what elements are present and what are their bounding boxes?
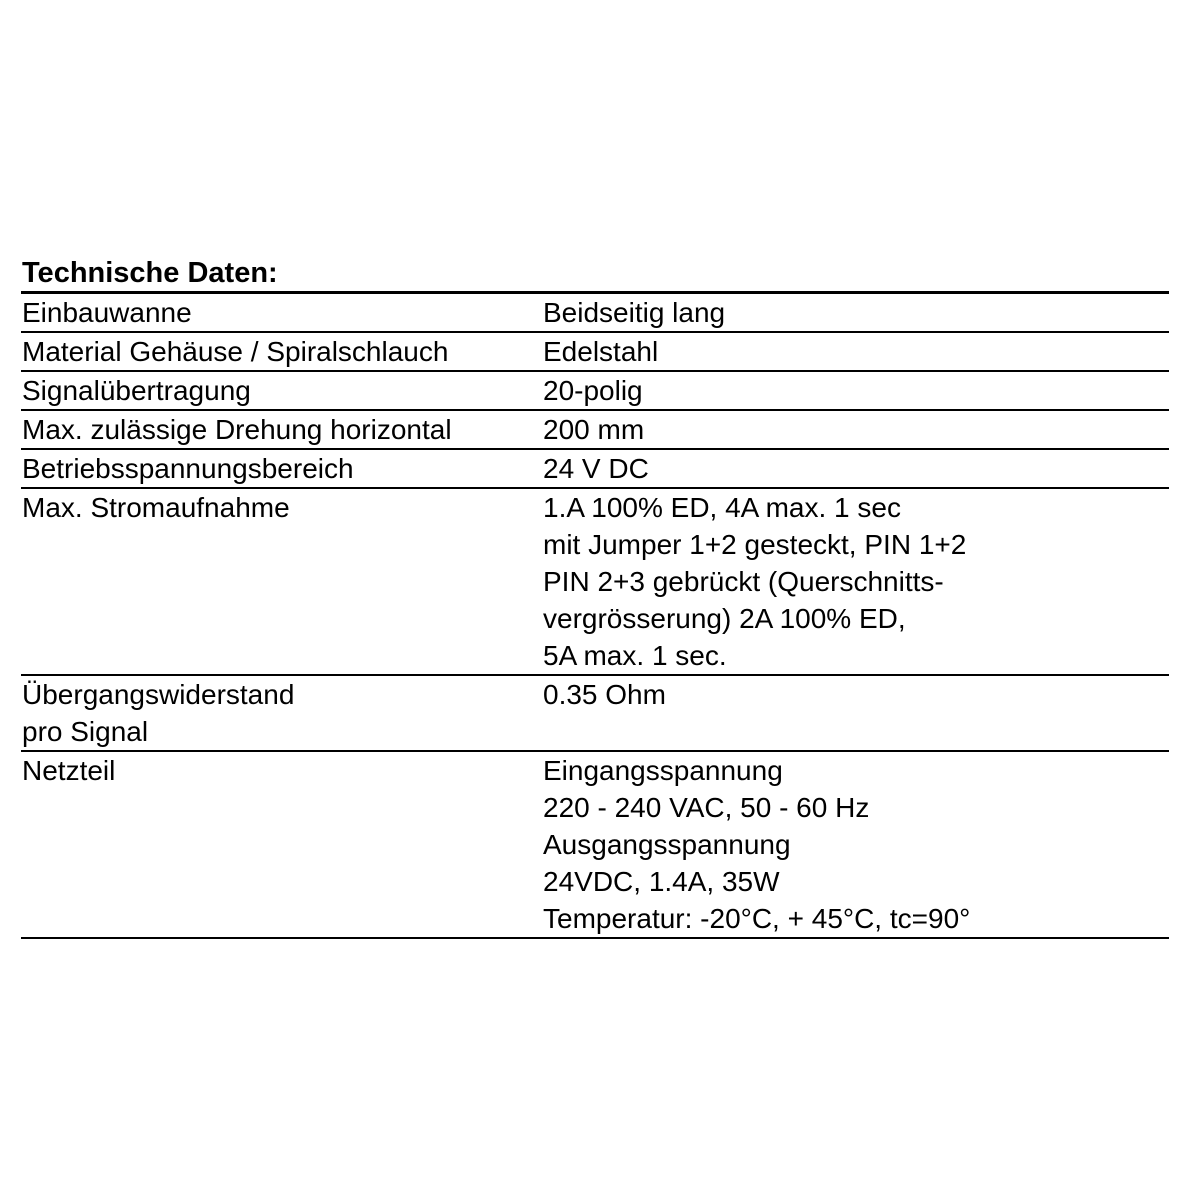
spec-value-line: mit Jumper 1+2 gesteckt, PIN 1+2	[543, 529, 967, 560]
spec-value-line: 20-polig	[543, 375, 643, 406]
table-row	[21, 411, 1169, 450]
spec-value-line: 24 V DC	[543, 453, 649, 484]
spec-key: Betriebsspannungsbereich	[22, 453, 354, 484]
spec-value	[543, 411, 1169, 448]
spec-value	[543, 372, 1169, 409]
spec-value-line: Beidseitig lang	[543, 297, 726, 328]
spec-value-line: 220 - 240 VAC, 50 - 60 Hz	[543, 792, 870, 823]
spec-key: Netzteil	[22, 755, 116, 786]
spec-value-line: Edelstahl	[543, 336, 659, 367]
spec-key: Material Gehäuse / Spiralschlauch	[22, 336, 449, 367]
page-title: Technische Daten:	[22, 257, 278, 289]
table-row	[21, 372, 1169, 411]
spec-value	[543, 489, 1169, 674]
spec-value	[543, 752, 1169, 937]
spec-value-line: Ausgangsspannung	[543, 829, 791, 860]
table-row	[21, 333, 1169, 372]
spec-value	[543, 450, 1169, 487]
spec-value-line: Eingangsspannung	[543, 755, 783, 786]
spec-value-line: 5A max. 1 sec.	[543, 640, 727, 671]
table-row	[21, 294, 1169, 333]
table-row	[21, 676, 1169, 752]
table-row	[21, 752, 1169, 939]
spec-table	[21, 294, 1169, 939]
spec-value	[543, 676, 1169, 750]
spec-value-line: 1.A 100% ED, 4A max. 1 sec	[543, 492, 901, 523]
spec-value-line: Temperatur: -20°C, + 45°C, tc=90°	[543, 903, 971, 934]
spec-value-line: 24VDC, 1.4A, 35W	[543, 866, 780, 897]
spec-key: Signalübertragung	[22, 375, 251, 406]
spec-key: Übergangswiderstand pro Signal	[22, 679, 295, 747]
table-row	[21, 489, 1169, 676]
spec-value-line: PIN 2+3 gebrückt (Querschnitts-	[543, 566, 944, 597]
spec-key: Max. zulässige Drehung horizontal	[22, 414, 452, 445]
spec-value-line: 200 mm	[543, 414, 645, 445]
spec-key: Einbauwanne	[22, 297, 192, 328]
table-row	[21, 450, 1169, 489]
spec-value	[543, 294, 1169, 331]
spec-value	[543, 333, 1169, 370]
spec-value-line: vergrösserung) 2A 100% ED,	[543, 603, 906, 634]
spec-value-line: 0.35 Ohm	[543, 679, 666, 710]
spec-key: Max. Stromaufnahme	[22, 492, 290, 523]
spec-sheet	[21, 255, 1169, 939]
